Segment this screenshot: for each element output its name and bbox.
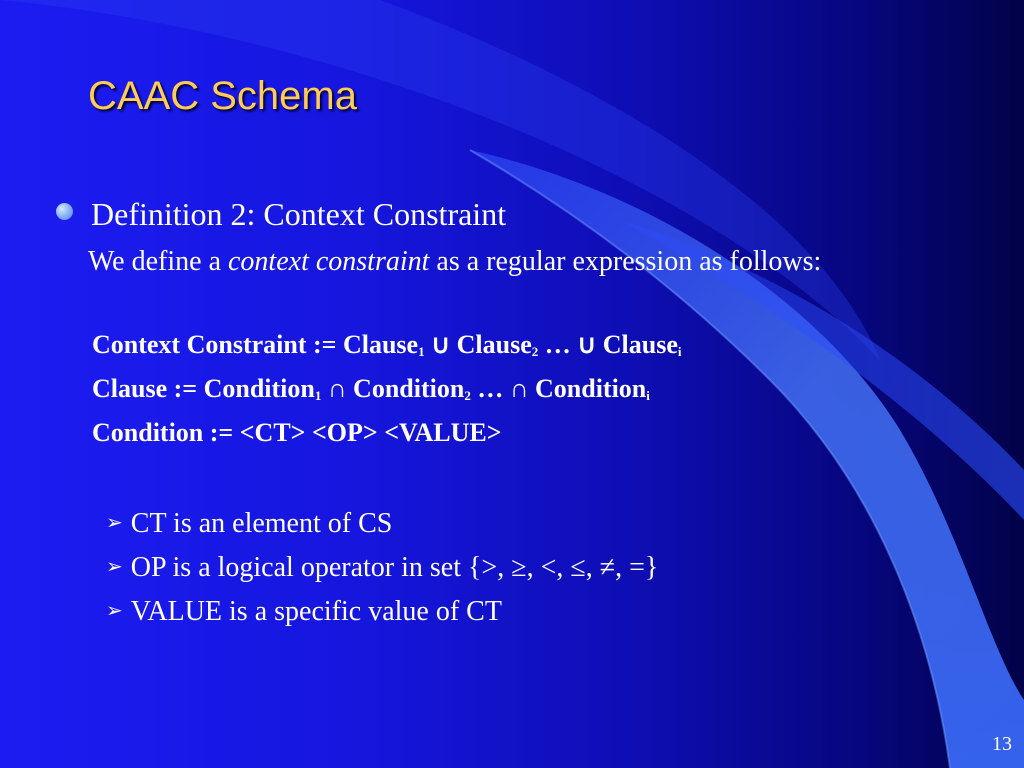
definition-part: Clause := Condition	[92, 374, 315, 403]
definition-clause	[92, 374, 650, 404]
arrow-bullet-icon: ➢	[106, 554, 123, 578]
arrow-bullet-icon: ➢	[106, 510, 123, 534]
definition-part: … ∪ Clause	[538, 330, 678, 359]
definition-condition	[92, 418, 502, 448]
definition-part: Context Constraint := Clause	[92, 330, 419, 359]
definition-part: … ∩ Condition	[470, 374, 647, 403]
slide-title: CAAC Schema	[88, 74, 357, 118]
definition-part: ∪ Clause	[424, 330, 532, 359]
definition-context-constraint	[92, 330, 682, 360]
subscript: i	[646, 388, 650, 403]
bullet-definition-text: Definition 2: Context Constraint	[91, 196, 507, 232]
point-item	[106, 508, 392, 540]
point-item-text: OP is a logical operator in set {>, ≥, <, ≤, ≠, =}	[130, 552, 659, 583]
intro-sentence-start: We define a	[88, 246, 228, 277]
intro-sentence	[88, 246, 821, 278]
bullet-dot-icon	[56, 203, 73, 220]
page-number: 13	[992, 733, 1012, 755]
subscript: 2	[464, 388, 471, 403]
point-item	[106, 552, 658, 584]
intro-sentence-end: as a regular expression as follows:	[429, 246, 822, 277]
point-item-text: VALUE is a specific value of CT	[130, 596, 502, 627]
point-item	[106, 596, 502, 628]
subscript: 1	[418, 344, 425, 359]
intro-sentence-term: context constraint	[228, 246, 430, 277]
subscript: i	[677, 344, 682, 359]
subscript: 1	[314, 388, 322, 403]
definition-part: Condition := <CT> <OP> <VALUE>	[92, 418, 502, 447]
arrow-bullet-icon: ➢	[106, 598, 123, 622]
subscript: 2	[531, 344, 539, 359]
definition-part: ∩ Condition	[321, 374, 465, 403]
point-item-text: CT is an element of CS	[130, 508, 393, 539]
bullet-definition	[56, 196, 506, 233]
